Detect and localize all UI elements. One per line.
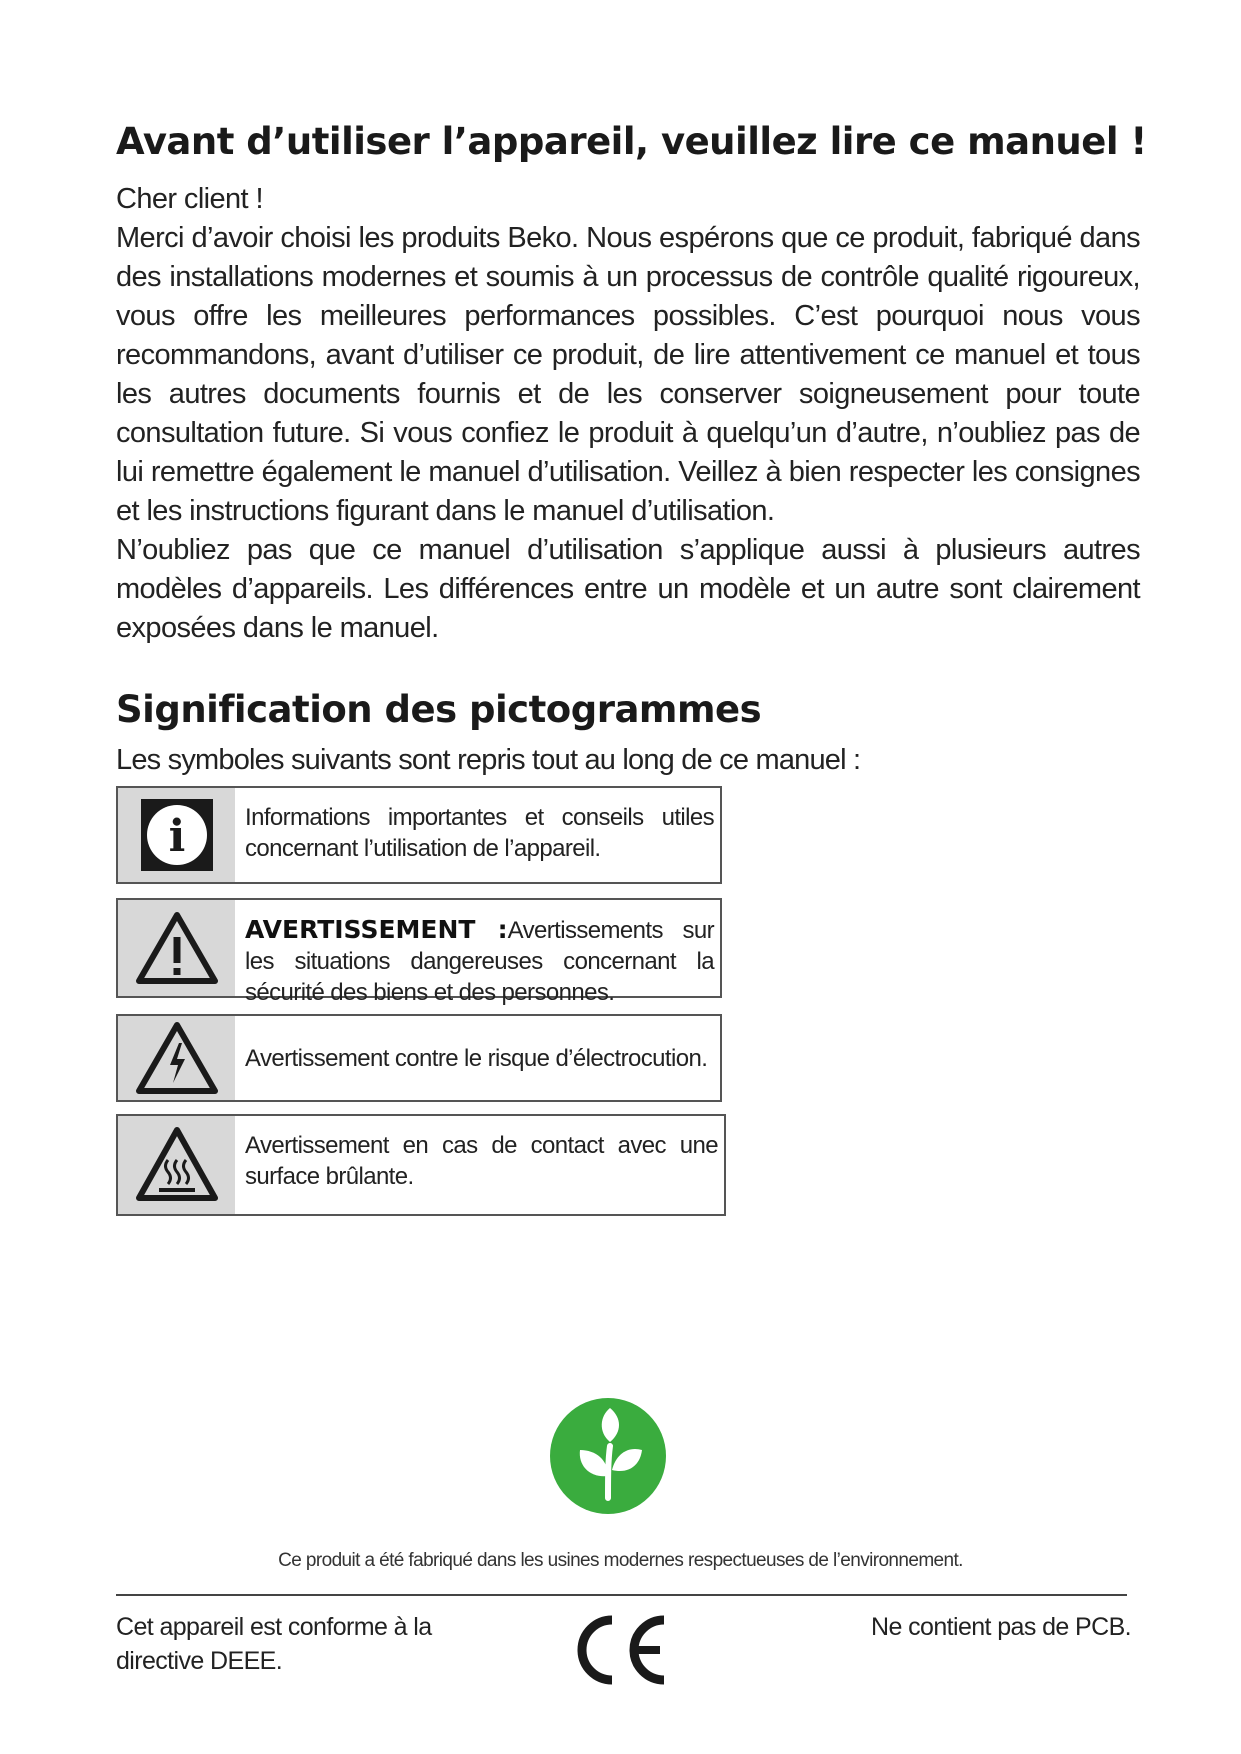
pictogram-warning [116, 898, 722, 1006]
intro-paragraph-1: Merci d’avoir choisi les produits Beko. Nous espérons que ce produit, fabriqué dans des installations modernes et soumis à un processus de contrôle qualité rigoureux, vous offre les meilleures performances possibles. C’est pourquoi nous vous recommandons, avant d’utiliser ce produit, de lire attentivement ce manuel et tous les autres documents fournis et de les conserver soigneusement pour toute consultation future. Si vous confiez le produit à quelqu’un d’autre, n’oubliez pas de lui remettre également le manuel d’utilisation. Veillez à bien respecter les consignes et les instructions figurant dans le manuel d’utilisation. [116, 222, 1140, 527]
pictograms-intro: Les symboles suivants sont repris tout au long de ce manuel : [116, 744, 861, 776]
pictogram-warning-text [235, 900, 720, 1006]
hot-surface-icon [118, 1116, 235, 1214]
pictogram-hot-surface [116, 1114, 726, 1216]
eco-statement: Ce produit a été fabriqué dans les usines modernes respectueuses de l’environnement. [278, 1550, 963, 1571]
pictogram-electric-shock [116, 1014, 722, 1102]
footer-divider [116, 1594, 1127, 1596]
warning-icon [118, 900, 235, 996]
intro-section [116, 180, 1140, 648]
pictogram-info-text: Informations importantes et conseils utiles concernant l’utilisation de l’appareil. [245, 804, 714, 862]
eco-leaf-icon [550, 1398, 666, 1514]
pictogram-hot-surface-text: Avertissement en cas de contact avec une surface brûlante. [245, 1132, 718, 1190]
pictograms-heading: Signification des pictogrammes [116, 688, 762, 731]
greeting: Cher client ! [116, 183, 263, 215]
warning-description: Avertissements sur les situations dangereuses concernant la sécurité des biens et des personnes. [245, 917, 714, 1006]
intro-paragraph-2: N’oubliez pas que ce manuel d’utilisation s’applique aussi à plusieurs autres modèles d’appareils. Les différences entre un modèle et un autre sont clairement exposées dans le manuel. [116, 534, 1140, 644]
electric-shock-icon [118, 1016, 235, 1100]
weee-statement: Cet appareil est conforme à la directive DEEE. [116, 1613, 432, 1675]
pcb-statement: Ne contient pas de PCB. [871, 1613, 1131, 1641]
svg-text:i: i [168, 811, 185, 862]
ce-mark [568, 1612, 674, 1688]
info-icon [118, 788, 235, 882]
pictogram-info [116, 786, 722, 884]
pictogram-electric-shock-text: Avertissement contre le risque d’électrocution. [245, 1044, 708, 1072]
page-title: Avant d’utiliser l’appareil, veuillez lire ce manuel ! [116, 120, 1147, 163]
warning-label: AVERTISSEMENT : [245, 915, 508, 944]
